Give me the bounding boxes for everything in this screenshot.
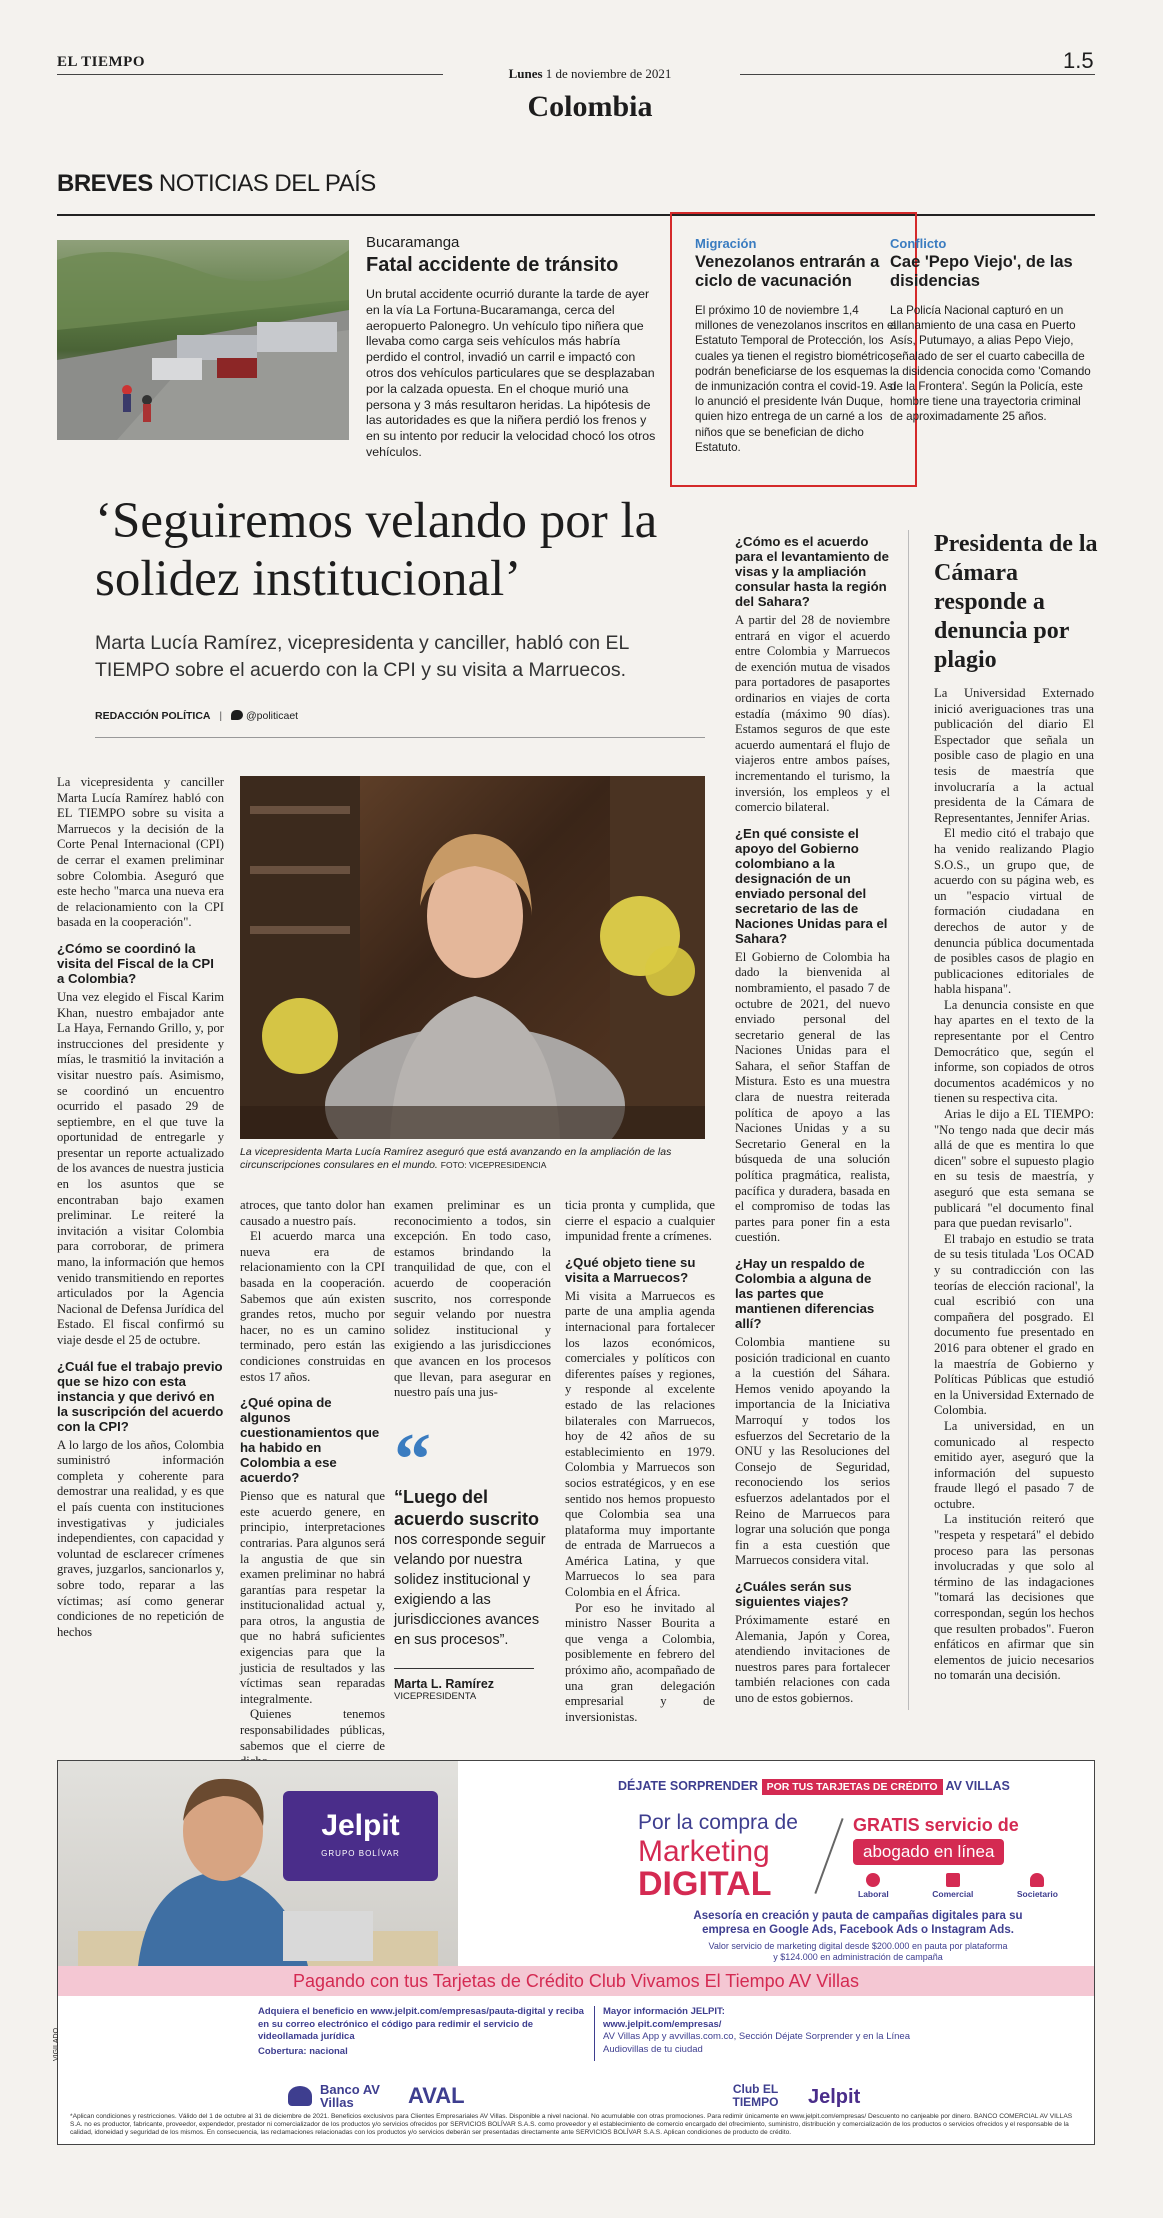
question-heading: ¿Cómo se coordinó la visita del Fiscal de la CPI a Colombia? <box>57 940 214 986</box>
digital-text: DIGITAL <box>638 1865 772 1903</box>
breves-bold: BREVES <box>57 170 153 197</box>
byline-rule <box>95 737 705 738</box>
quote-text: nos corresponde seguir velando por nuestra solidez institucional y exigiendo a las jurisdicciones avances en sus procesos”. <box>394 1532 546 1648</box>
article-paragraph: Una vez elegido el Fiscal Karim Khan, nuestro embajador ante La Haya, Fernando Grillo, y, por instrucciones del presidente y mías, le trasmitió la invitación a visitar nuestro país. Asimismo, se coordinó un encuentro ocurrido el pasado 29 de septiembre, en el que tuve la oportunidad de entregarle y presentar un reporte actualizado de los avances de nuestra justicia en los asuntos que se encontraban bajo examen preliminar. Le reiteré la invitación a visitar Colombia para corroborar, de primera mano, la información que hemos venido transmitiendo en reportes articulados por la Agencia Nacional de Defensa Jurídica del Estado. El fiscal confirmó su viaje desde el 25 de octubre. <box>57 989 224 1347</box>
photo-credit: FOTO: VICEPRESIDENCIA <box>440 1160 547 1170</box>
byline-row <box>95 710 298 722</box>
societario-label: Societario <box>1016 1889 1058 1899</box>
breves-label <box>57 170 376 198</box>
ad-banner <box>53 1760 1095 2145</box>
article-paragraph: A lo largo de los años, Colombia suministró información completa y coherente para demostrar una realidad, y es que el país cuenta con instituciones investigativas y judiciales independientes, con capacidad y voluntad de esclarecer crímenes graves, juzgarlos, sancionarlos y, sobre todo, reparar a las víctimas; así como generar condiciones de no repetición de hechos <box>57 1437 224 1639</box>
question-heading: ¿Cómo es el acuerdo para el levantamiento de visas y la ampliación consular hasta la región del Sahara? <box>735 534 889 609</box>
twitter-icon <box>231 710 243 720</box>
article-paragraph: Por eso he invitado al ministro Nasser Bourita a que venga a Colombia, posiblemente en febrero del próximo año, acompañado de una gran delegación empresarial y de inversionistas. <box>565 1600 715 1724</box>
banco-av-villas: Banco AV Villas <box>320 2082 380 2110</box>
quote-role: VICEPRESIDENTA <box>394 1691 477 1702</box>
side-paragraph: El trabajo en estudio se trata de su tesis titulada 'Los OCAD y su contradicción con las teorías de elección racional', la cual escribió con una compañera del posgrado. El documento fue presentado en 2016 para obtener el grado en la maestría de Gobierno y Políticas Públicas que estudió en la Universidad Externado de Colombia. <box>934 1231 1094 1418</box>
mayor-title: Mayor información JELPIT: <box>603 2006 725 2017</box>
column-divider <box>908 530 909 1710</box>
brief-migracion-section: Migración <box>695 236 757 251</box>
main-deck: Marta Lucía Ramírez, vicepresidenta y canciller, habló con EL TIEMPO sobre el acuerdo con la CPI y su visita a Marruecos. <box>95 632 629 681</box>
article-paragraph: La vicepresidenta y canciller Marta Lucía Ramírez habló con EL TIEMPO sobre su visita a Marruecos y la decisión de la Corte Penal Internacional (CPI) de cerrar el examen preliminar sobre Colombia. Aseguró que este hecho "marca una nueva era de relacionamiento con la CPI basada en la cooperación". <box>57 775 224 930</box>
laboral-icon <box>858 1873 889 1899</box>
pagando-strip: Pagando con tus Tarjetas de Crédito Club Vivamos El Tiempo AV Villas <box>58 1966 1094 1996</box>
quote-mark-icon: “ <box>394 1419 431 1501</box>
brief-conflicto-body: La Policía Nacional capturó en un allanamiento de una casa en Puerto Asís, Putumayo, a alias Pepo Viejo, señalado de ser el cuarto cabecilla de la disidencia conocida como 'Comando de la Frontera'. Según la Policía, este hombre tiene una trayectoria criminal de aproximadamente 25 años. <box>890 304 1091 424</box>
question-heading: ¿Hay un respaldo de Colombia a alguna de las partes que mantienen diferencias allí? <box>735 1256 875 1331</box>
article-paragraph: Mi visita a Marruecos es parte de una amplia agenda internacional para fortalecer los lazos económicos, comerciales y políticos con diferentes países y regiones, y responde al excelente estado de las relaciones bilaterales con Marruecos, hoy de 42 años de su establecimiento en 1979. Colombia y Marruecos son socios estratégicos, y en ese sentido nos hemos propuesto que Colombia sea una plataforma muy importante de entrada de Marruecos a América Latina, y que Marruecos lo sea para Colombia en el África. <box>565 1288 715 1600</box>
fine-print: *Aplican condiciones y restricciones. Válido del 1 de octubre al 31 de diciembre de 2021. Beneficios exclusivos para Clientes Empresariales AV Villas. Disponible a nivel nacional. No acumulable con otras promociones. Para redimir únicamente en www.jelpit.com/empresas/ Descuento no canjeable por dinero. BANCO COMERCIAL AV VILLAS S.A. no es productor, fabricante, proveedor, expendedor, prestador ni comercializador de los productos y/o servicios ofrecidos por SERVICIOS BOLÍVAR S.A.S. como proveedor y el establecimiento de comercio encargado del ofrecimiento, suministro, distribución y comercialización de los productos o servicios ofrecidos y el responsable de la calidad, idoneidad y seguridad de los mismos. En consecuencia, las reclamaciones relacionadas con los productos y/o servicios deberán ser presentadas directamente ante SERVICIOS BOLÍVAR S.A.S. Aplican condiciones de producto de crédito. <box>70 2113 1073 2136</box>
article-paragraph: Próximamente estaré en Alemania, Japón y Corea, atendiendo invitaciones de nuestros pares para fortalecer también relaciones con cada uno de estos gobiernos. <box>735 1612 890 1705</box>
byline: REDACCIÓN POLÍTICA <box>95 710 211 722</box>
caption-text: La vicepresidenta Marta Lucía Ramírez aseguró que está avanzando en la ampliación de las circunscripciones consulares en el mundo. <box>240 1146 672 1171</box>
breves-rule <box>57 214 1095 216</box>
question-heading: ¿Cuáles serán sus siguientes viajes? <box>735 1578 852 1609</box>
asesoria-text: Asesoría en creación y pauta de campañas digitales para su empresa en Google Ads, Facebook Ads o Instagram Ads. <box>693 1910 1023 1936</box>
gratis-text: GRATIS servicio de <box>853 1815 1019 1835</box>
issue-date <box>440 66 740 82</box>
mayor-rest: AV Villas App y avvillas.com.co, Sección Déjate Sorprender y en la Línea Audiovillas de tu ciudad <box>603 2031 910 2055</box>
article-col-3 <box>394 1198 551 1401</box>
brief-migracion-body: El próximo 10 de noviembre 1,4 millones de venezolanos inscritos en el Estatuto Temporal de Protección, los cuales ya tienen el registro biométrico, podrán beneficiarse de los esquemas de inmunización contra el covid-19. Así lo anunció el presidente Iván Duque, quien hizo entrega de un carné a los niños que se benefician de dicho Estatuto. <box>695 304 897 454</box>
byline-sep: | <box>219 710 223 722</box>
brief-accidente <box>366 234 658 461</box>
brief-migracion <box>695 236 900 455</box>
brief-conflicto <box>890 236 1095 425</box>
comercial-label: Comercial <box>932 1889 974 1899</box>
vigilado-text: VIGILADO <box>53 2027 61 2062</box>
header-rule-left <box>57 74 443 75</box>
mayor-info <box>603 2006 923 2056</box>
article-col-5 <box>735 524 890 1706</box>
article-paragraph: ticia pronta y cumplida, que cierre el espacio a cualquier impunidad frente a crímenes. <box>565 1198 715 1244</box>
article-paragraph: atroces, que tanto dolor han causado a nuestro país. <box>240 1198 385 1228</box>
dejate-text: DÉJATE SORPRENDER <box>618 1779 759 1793</box>
club-el-tiempo-logo: Club EL TIEMPO <box>732 2082 779 2109</box>
brief-accidente-section: Bucaramanga <box>366 234 460 251</box>
ad-slash <box>814 1818 843 1894</box>
vicepresident-photo <box>240 776 705 1139</box>
header-rule-right <box>740 74 1095 75</box>
jelpit-small-logo: Jelpit <box>808 2086 861 2108</box>
jelpit-logo <box>283 1791 438 1881</box>
article-paragraph: Quienes tenemos responsabilidades públicas, sabemos que el cierre de <box>240 1707 385 1753</box>
comercial-icon <box>932 1873 973 1899</box>
brief-conflicto-section: Conflicto <box>890 236 947 251</box>
article-col-1 <box>57 775 224 1640</box>
side-paragraph: El medio citó el trabajo que ha venido realizando Plagio S.O.S., un grupo que, de acuerdo con su página web, es un "espacio virtual de formación ciudadana en derechos de autor y de denuncia pública documentada de posibles casos de plagio en publicaciones editoriales de habla hispana". <box>934 826 1094 997</box>
side-story-body <box>934 686 1094 1684</box>
quote-name: Marta L. Ramírez <box>394 1677 495 1691</box>
cobertura-text: Cobertura: nacional <box>258 2046 348 2057</box>
date-day: Lunes <box>508 66 543 81</box>
quote-rule <box>394 1668 534 1669</box>
jelpit-logo-sub: GRUPO BOLÍVAR <box>321 1849 400 1858</box>
pull-quote <box>394 1419 554 1702</box>
brief-migracion-title: Venezolanos entrarán a ciclo de vacunación <box>695 253 880 290</box>
side-paragraph: La denuncia consiste en que hay apartes en el texto de la representante por el Centro Democrático que, según el informe, son copiados de otros documentos académicos y no tienen su respectiva cita. <box>934 997 1094 1106</box>
aval-logo: AVAL <box>408 2083 465 2108</box>
valor-text-2: y $124.000 en administración de campaña <box>773 1952 943 1962</box>
photo-caption <box>240 1146 705 1172</box>
brief-accidente-body: Un brutal accidente ocurrió durante la tarde de ayer en la vía La Fortuna-Bucaramanga, cerca del aeropuerto Palonegro. Un vehículo tipo niñera que llevaba como carga seis vehículos más habría perdido el control, invadió un carril e impactó con otros dos vehículos particulares que se desplazaban por la calzada opuesta. En el choque murió una persona y 3 más resultaron heridas. La hipótesis de las autoridades es que la niñera perdió los frenos y en su intento por reducir la velocidad chocó los otros vehículos. <box>366 287 656 459</box>
por-la-compra: Por la compra de <box>638 1811 798 1834</box>
dejate-row <box>618 1779 1010 1793</box>
twitter-handle: @politicaet <box>246 710 299 722</box>
vertical-rule <box>594 2006 595 2061</box>
article-paragraph: Pienso que es natural que este acuerdo genere, en principio, interpretaciones contrarias. Para algunos será la angustia de que sin examen preliminar no habrá garantías para respetar la institucionalidad actual y, para otros, la angustia de que no habrá suficientes exigencias para que la justicia de resultados y las víctimas sean reparadas integralmente. <box>240 1489 385 1706</box>
article-paragraph: Colombia mantiene su posición tradicional en cuanto a la cuestión del Sáhara. Hemos venido apoyando la importancia de la Iniciativa Marroquí y todos los esfuerzos del Secretario de la ONU y las Resoluciones del Consejo de Seguridad, reconociendo los serios esfuerzos adelantados por el Reino de Marruecos para lograr una solución que ponga fin a esta cuestión que Marruecos considera vital. <box>735 1335 890 1568</box>
article-paragraph: A partir del 28 de noviembre entrará en vigor el acuerdo entre Colombia y Marruecos de exención mutua de visados para portadores de pasaportes ordinarios en viajes de corta estadía (máximo 90 días). Estamos seguros de que este acuerdo aumentará el flujo de viajeros entre ambos países, incrementando el turismo, la inversión, los empleos y el comercio bilateral. <box>735 613 890 815</box>
laboral-label: Laboral <box>858 1889 889 1899</box>
side-paragraph: La Universidad Externado inició averiguaciones tras una publicación del diario El Espectador que señala un posible caso de plagio en una tesis de maestría que involucraría a la actual presidenta de la Cámara de Representantes, Jennifer Arias. <box>934 686 1094 825</box>
av-villas-icon <box>288 2086 312 2106</box>
societario-icon <box>1017 1873 1058 1899</box>
side-headline: Presidenta de la Cámara responde a denuncia por plagio <box>934 531 1098 673</box>
abogado-badge: abogado en línea <box>853 1839 1004 1865</box>
side-paragraph: La institución reiteró que "respeta y respetará" el debido proceso para las personas involucradas y que solo al término de las indagaciones "tomará las decisiones que correspondan, según los hechos que resulten probados". Fueron enfáticos en afirmar que sin elementos de juicio necesarios no tomarán una decisión. <box>934 1512 1094 1683</box>
brief-conflicto-title: Cae 'Pepo Viejo', de las disidencias <box>890 253 1073 290</box>
photo-scene <box>240 776 705 1139</box>
adquiera-text: Adquiera el beneficio en www.jelpit.com/empresas/pauta-digital y reciba en su correo electrónico el código para redimir el servicio de videollamada jurídica <box>258 2006 584 2042</box>
main-headline: ‘Seguiremos velando por la solidez institucional’ <box>95 493 658 607</box>
masthead-brand: EL TIEMPO <box>57 54 145 70</box>
article-col-2 <box>240 1198 385 1770</box>
av-villas-text: AV VILLAS <box>945 1779 1010 1793</box>
brief-accidente-title: Fatal accidente de tránsito <box>366 254 619 276</box>
service-icons <box>858 1873 1058 1899</box>
question-heading: ¿Cuál fue el trabajo previo que se hizo con esta instancia y que derivó en la suscripción del acuerdo con la CPI? <box>57 1358 224 1434</box>
valor-text-1: Valor servicio de marketing digital desde $200.000 en pauta por plataforma <box>708 1941 1008 1951</box>
breves-rest: NOTICIAS DEL PAÍS <box>158 170 376 197</box>
article-paragraph: examen preliminar es un reconocimiento a todos, sin excepción. En todo caso, estamos brindando la tranquilidad de que, con el acuerdo de cooperación suscrito, nos corresponde seguir velando por nuestra solidez institucional y exigiendo a las jurisdicciones que avancen en los procesos que llevan, para asegurar en nuestro país una jus- <box>394 1198 551 1400</box>
side-paragraph: Arias le dijo a EL TIEMPO: "No tengo nada que decir más allá de que es mentira lo que dicen" sobre el supuesto plagio en su tesis de maestría, y aseguró que esta semana se publicará "el documento final para que puedan revisarlo". <box>934 1107 1094 1231</box>
quote-bold: “Luego del acuerdo suscrito <box>394 1487 540 1529</box>
section-title: Colombia <box>527 90 653 123</box>
av-villas-logo <box>288 2083 465 2109</box>
accident-scene <box>57 240 349 440</box>
question-heading: ¿Qué objeto tiene su visita a Marruecos? <box>565 1254 696 1285</box>
jelpit-logo-text: Jelpit <box>321 1809 400 1842</box>
accident-photo <box>57 240 349 440</box>
mayor-url[interactable]: www.jelpit.com/empresas/ <box>603 2018 722 2030</box>
question-heading: ¿En qué consiste el apoyo del Gobierno colombiano a la designación de un enviado personal del secretario de las de Naciones Unidas para el Sahara? <box>735 825 888 946</box>
marketing-text: Marketing <box>638 1835 770 1868</box>
side-paragraph: La universidad, en un comunicado al respecto emitido ayer, aseguró que la información del supuesto fraude llegó el pasado 7 de octubre. <box>934 1418 1094 1511</box>
article-paragraph: El Gobierno de Colombia ha dado la bienvenida al nombramiento, el pasado 7 de octubre de 2021, del nuevo enviado personal del secretario general de las Naciones Unidas para el Sahara, el señor Staffan de Mistura. Esto es una muestra clara de nuestra reiterada política de apoyo a las Naciones Unidas y a su Secretario General en la búsqueda de una solución política pragmática, realista, pacífica y duradera, basada en el compromiso de todas las partes para poner fin a esta cuestión. <box>735 949 890 1245</box>
article-col-4 <box>565 1198 715 1725</box>
date-text: 1 de noviembre de 2021 <box>545 66 672 81</box>
article-paragraph: El acuerdo marca una nueva era de relacionamiento con la CPI basada en la cooperación. Sabemos que aún existen grandes retos, mucho por hacer, no es un camino terminado, pero están las condiciones construidas en estos 17 años. <box>240 1229 385 1384</box>
por-tus-tarjetas: POR TUS TARJETAS DE CRÉDITO <box>762 1779 943 1795</box>
question-heading: ¿Qué opina de algunos cuestionamientos que ha habido en Colombia a ese acuerdo? <box>240 1395 380 1486</box>
page-number: 1.5 <box>1063 48 1094 73</box>
